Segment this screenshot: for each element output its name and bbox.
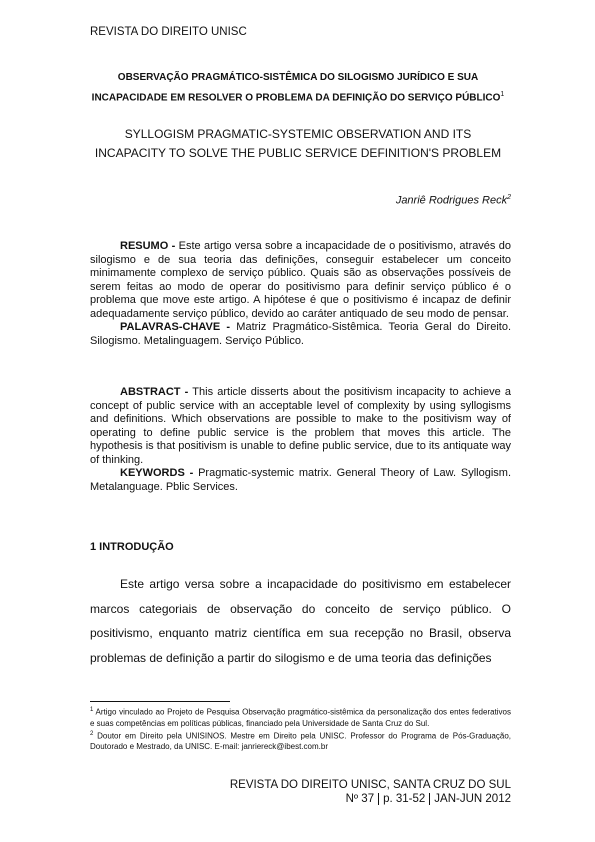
footer-separator	[378, 793, 379, 805]
resumo-text: Este artigo versa sobre a incapacidade de o positivismo, através do silogismo e de sua teoria das definições, conseguir estabelecer um conceito minimamente complexo de serviço público. Quais são as observações possíveis de serem feitas ao modo de operar do positivismo para definir serviço público é o problema que move este artigo. A hipótese é que o positivismo é incapaz de definir adequadamente serviço público, devido ao caráter antiquado de seu modo de pensar.	[90, 240, 511, 320]
section-heading: 1 INTRODUÇÃO	[90, 541, 174, 553]
resumo-block	[90, 240, 511, 348]
footer-pages: p. 31-52	[383, 793, 426, 805]
keywords-text: Pragmatic-systemic matrix. General Theory of Law. Syllogism. Metalanguage. Pblic Services.	[90, 467, 511, 493]
title-footnote-marker[interactable]: 1	[500, 90, 505, 98]
footnote-1	[90, 705, 511, 729]
journal-header: REVISTA DO DIREITO UNISC	[90, 26, 247, 38]
footer-journal: REVISTA DO DIREITO UNISC, SANTA CRUZ DO SUL	[229, 779, 511, 791]
footer-citation	[230, 792, 511, 806]
keywords-paragraph	[90, 467, 511, 494]
page-footer	[230, 778, 511, 806]
abstract-paragraph	[90, 386, 511, 467]
abstract-block	[90, 386, 511, 494]
palavras-chave-label: PALAVRAS-CHAVE -	[120, 321, 231, 333]
footer-separator	[429, 793, 430, 805]
author-name-text: Janriê Rodrigues Reck	[395, 194, 508, 207]
footnote-2	[90, 729, 511, 753]
footnote-1-text: Artigo vinculado ao Projeto de Pesquisa Observação pragmático-sistêmica da personalização dos entes federativos e suas competências em políticas públicas, financiado pela Universidade de Santa Cruz do Sul.	[90, 707, 512, 728]
footer-date: JAN-JUN 2012	[434, 793, 511, 805]
article-title-english: SYLLOGISM PRAGMATIC-SYSTEMIC OBSERVATION AND ITS INCAPACITY TO SOLVE THE PUBLIC SERVICE DEFINITION'S PROBLEM	[94, 127, 502, 160]
footnote-divider	[90, 701, 230, 702]
resumo-label: RESUMO -	[120, 240, 176, 252]
title-pt-text: OBSERVAÇÃO PRAGMÁTICO-SISTÊMICA DO SILOGISMO JURÍDICO E SUA INCAPACIDADE EM RESOLVER O PROBLEMA DA DEFINIÇÃO DO SERVIÇO PÚBLICO	[91, 72, 501, 103]
abstract-text: This article disserts about the positivism incapacity to achieve a concept of public service with an acceptable level of complexity by using syllogisms and definitions. Which observations are possible to make to the positivism way of operating to define public service is the problem that moves this article. The hypothesis is that positivism is unable to define public service, due to its antiquate way of thinking.	[90, 386, 511, 466]
palavras-chave-paragraph	[90, 321, 511, 348]
footnote-1-marker: 1	[90, 707, 94, 713]
footer-issue: Nº 37	[345, 793, 375, 805]
article-title-portuguese	[88, 70, 508, 106]
abstract-label: ABSTRACT -	[120, 386, 189, 398]
palavras-chave-text: Matriz Pragmático-Sistêmica. Teoria Geral do Direito. Silogismo. Metalinguagem. Serviço Público.	[90, 321, 511, 347]
intro-paragraph: Este artigo versa sobre a incapacidade do positivismo em estabelecer marcos categoriais de observação do conceito de serviço público. O positivismo, enquanto matriz científica em sua recepção no Brasil, observa problemas de definição a partir do silogismo e de uma teoria das definições	[90, 577, 511, 665]
footnote-2-marker: 2	[90, 730, 94, 737]
footnote-2-text: Doutor em Direito pela UNISINOS. Mestre em Direito pela UNISC. Professor do Programa de Pós-Graduação, Doutorado e Mestrado, da UNISC. E-mail: janriereck@ibest.com.br	[90, 731, 511, 752]
author-footnote-marker[interactable]: 2	[507, 194, 511, 201]
author-name	[396, 194, 511, 207]
footnotes	[90, 705, 511, 752]
keywords-label: KEYWORDS -	[120, 467, 194, 479]
resumo-paragraph	[90, 240, 511, 321]
introduction-body	[90, 572, 511, 670]
